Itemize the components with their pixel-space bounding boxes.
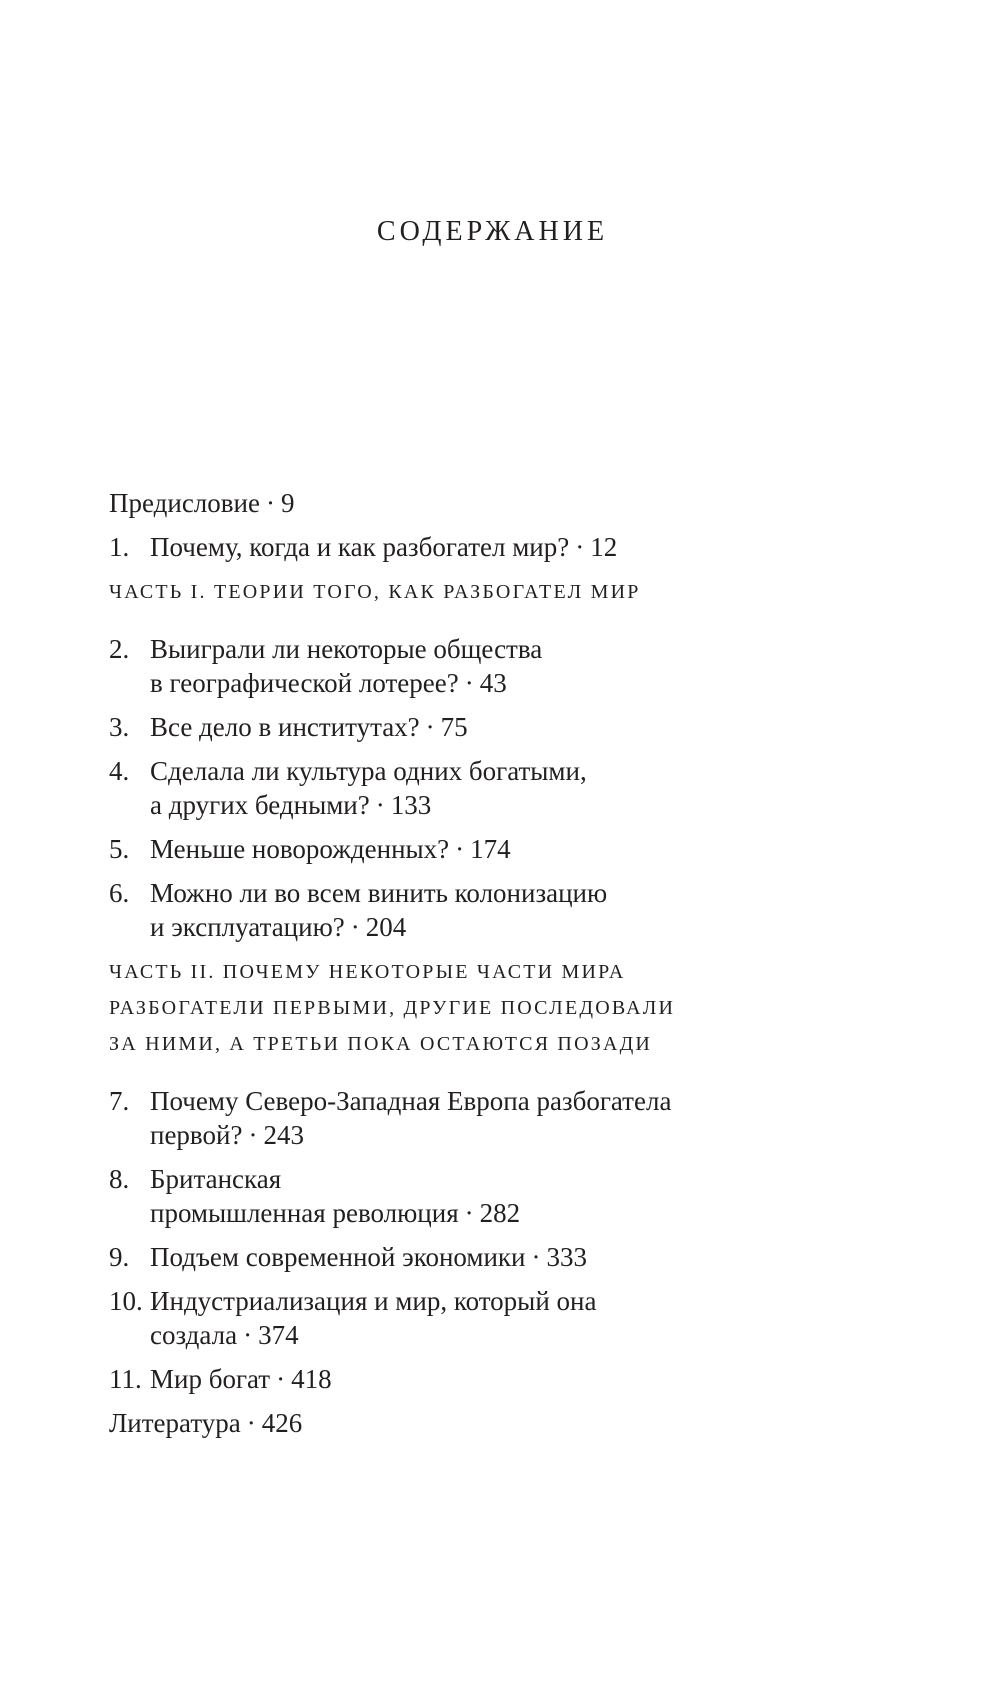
part-heading-line: ЗА НИМИ, А ТРЕТЬИ ПОКА ОСТАЮТСЯ ПОЗАДИ (109, 1033, 653, 1055)
chapter-number: 4. (109, 756, 130, 786)
toc-entry-chapter-9[interactable] (109, 1240, 949, 1274)
part-heading-line: ЧАСТЬ II. ПОЧЕМУ НЕКОТОРЫЕ ЧАСТИ МИРА (109, 961, 626, 983)
chapter-number: 1. (109, 532, 130, 562)
entry-label-line-2: создала (150, 1320, 238, 1350)
toc-entry-chapter-2[interactable] (109, 632, 949, 700)
page-number: 133 (390, 790, 432, 820)
entry-label: Литература (109, 1408, 241, 1438)
chapter-number: 9. (109, 1242, 130, 1272)
page-number: 243 (263, 1120, 304, 1150)
table-of-contents (109, 486, 949, 1450)
separator-dot: · (464, 668, 474, 698)
part-heading-line: ЧАСТЬ I. ТЕОРИИ ТОГО, КАК РАЗБОГАТЕЛ МИР (109, 581, 641, 603)
part-heading-line: РАЗБОГАТЕЛИ ПЕРВЫМИ, ДРУГИЕ ПОСЛЕДОВАЛИ (109, 997, 676, 1019)
toc-entry-preface[interactable] (109, 486, 949, 520)
part-heading-1 (109, 574, 949, 610)
separator-dot: · (248, 1120, 258, 1150)
part-heading-2 (109, 954, 949, 1062)
entry-label-line-2: промышленная революция (150, 1198, 459, 1228)
entry-label: Подъем современной экономики (150, 1242, 526, 1272)
toc-entry-literature[interactable] (109, 1406, 949, 1440)
entry-label-line-1: Индустриализация и мир, который она (150, 1286, 597, 1316)
entry-label-line-2: а других бедными? (150, 790, 370, 820)
toc-entry-chapter-10[interactable] (109, 1284, 949, 1352)
chapter-number: 2. (109, 634, 130, 664)
page-number: 174 (470, 834, 511, 864)
entry-label: Все дело в институтах? (150, 712, 420, 742)
chapter-number: 8. (109, 1164, 130, 1194)
entry-label-line-2: первой? (150, 1120, 243, 1150)
entry-label-line-2: в географической лотерее? (150, 668, 459, 698)
entry-label-line-1: Сделала ли культура одних богатыми, (150, 756, 587, 786)
toc-entry-chapter-11[interactable] (109, 1362, 949, 1396)
separator-dot: · (464, 1198, 474, 1228)
page-number: 43 (479, 668, 507, 698)
separator-dot: · (276, 1364, 286, 1394)
page-number: 75 (440, 712, 468, 742)
entry-label-line-1: Почему Северо-Западная Европа разбогатела (150, 1086, 672, 1116)
chapter-number: 11. (109, 1364, 142, 1394)
toc-entry-chapter-3[interactable] (109, 710, 949, 744)
toc-entry-chapter-4[interactable] (109, 754, 949, 822)
entry-label-line-1: Выиграли ли некоторые общества (150, 634, 543, 664)
page-number: 426 (261, 1408, 303, 1438)
toc-entry-chapter-5[interactable] (109, 832, 949, 866)
chapter-number: 7. (109, 1086, 130, 1116)
chapter-number: 6. (109, 878, 130, 908)
chapter-number: 10. (109, 1286, 143, 1316)
separator-dot: · (425, 712, 435, 742)
page-number: 9 (280, 488, 295, 518)
separator-dot: · (375, 790, 385, 820)
entry-label-line-1: Британская (150, 1164, 282, 1194)
entry-label-line-2: и эксплуатацию? (150, 912, 345, 942)
chapter-number: 3. (109, 712, 130, 742)
page-number: 282 (479, 1198, 521, 1228)
separator-dot: · (455, 834, 465, 864)
entry-label: Предисловие (109, 488, 260, 518)
toc-entry-chapter-8[interactable] (109, 1162, 949, 1230)
separator-dot: · (246, 1408, 256, 1438)
page-number: 374 (258, 1320, 299, 1350)
separator-dot: · (575, 532, 585, 562)
entry-label: Почему, когда и как разбогател мир? (150, 532, 570, 562)
separator-dot: · (243, 1320, 253, 1350)
entry-label-line-1: Можно ли во всем винить колонизацию (150, 878, 608, 908)
separator-dot: · (350, 912, 360, 942)
separator-dot: · (265, 488, 275, 518)
toc-entry-chapter-6[interactable] (109, 876, 949, 944)
toc-entry-chapter-7[interactable] (109, 1084, 949, 1152)
page-number: 418 (291, 1364, 332, 1394)
page-number: 333 (546, 1242, 587, 1272)
page-title: СОДЕРЖАНИЕ (376, 216, 609, 247)
entry-label: Мир богат (150, 1364, 271, 1394)
page-number: 204 (365, 912, 407, 942)
toc-entry-chapter-1[interactable] (109, 530, 949, 564)
chapter-number: 5. (109, 834, 130, 864)
separator-dot: · (531, 1242, 541, 1272)
entry-label: Меньше новорожденных? (150, 834, 450, 864)
page-number: 12 (590, 532, 618, 562)
